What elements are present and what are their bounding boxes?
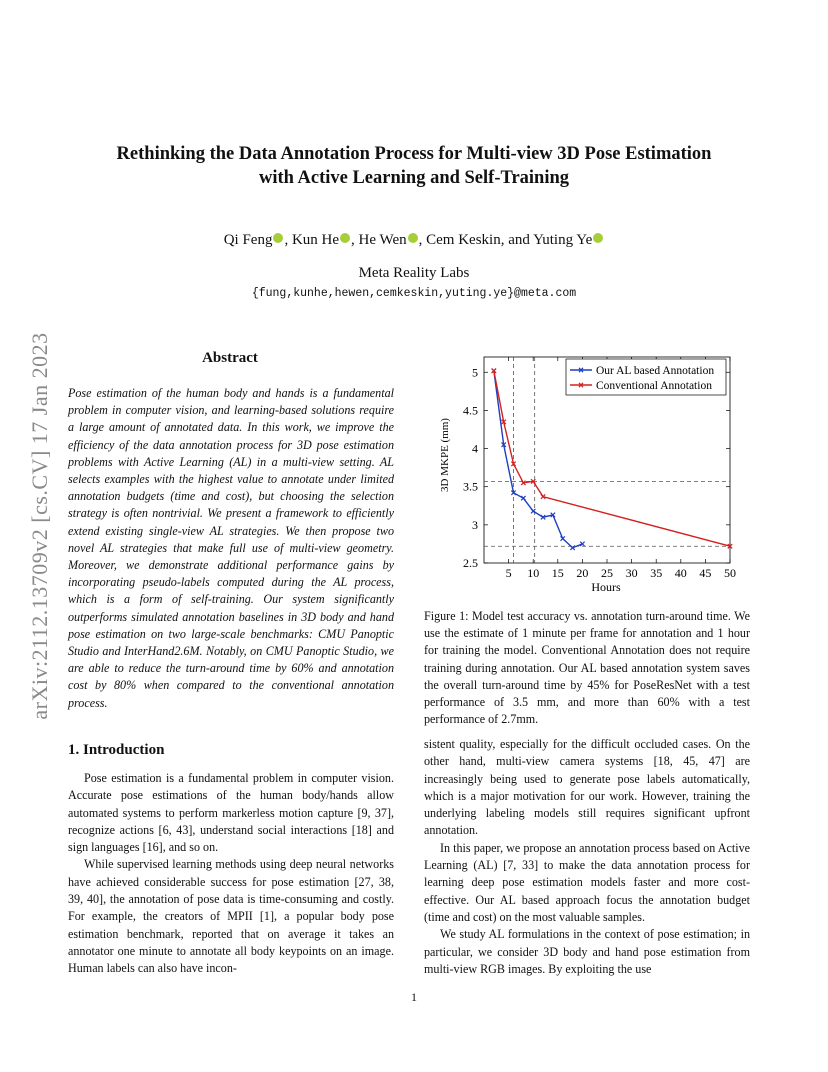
x-tick-label: 15 bbox=[551, 566, 564, 580]
page-number: 1 bbox=[411, 990, 417, 1004]
x-tick-label: 10 bbox=[527, 566, 540, 580]
orcid-icon[interactable] bbox=[593, 233, 603, 243]
x-tick-label: 40 bbox=[674, 566, 687, 580]
author-name: Yuting Ye bbox=[533, 232, 593, 248]
y-axis-label: 3D MKPE (mm) bbox=[439, 418, 451, 492]
title-line-1: Rethinking the Data Annotation Process for Multi-view 3D Pose Estimation bbox=[116, 144, 712, 164]
paragraph: In this paper, we propose an annotation process based on Active Learning (AL) [7, 33] to make the data annotation process for learning deep pose estimation models faster and more cost-effective. Our AL based approach focus the annotation budget (time and cost) on the most valuable samples. bbox=[424, 840, 750, 924]
y-tick-label: 4 bbox=[472, 441, 478, 456]
author-list: Qi Feng , Kun He , He Wen , Cem Keskin, and Yuting Ye bbox=[80, 232, 748, 249]
chart-series-group bbox=[492, 369, 733, 550]
x-axis-label: Hours bbox=[591, 580, 621, 594]
introduction-body bbox=[68, 770, 394, 978]
paragraph: sistent quality, especially for the difficult occluded cases. On the other hand, multi-view camera systems [18, 45, 47] are increasingly being used to generate pose labels automatically, which is a major motivation for our work. However, training the underlying labeling models still requires significant upfront annotation. bbox=[424, 737, 750, 838]
author-name: Qi Feng bbox=[223, 232, 273, 248]
paragraph: Pose estimation is a fundamental problem in computer vision. Accurate pose estimations of the human body/hands allow automated systems to perform markerless motion capture [9, 37], recognize actions [6, 43], understand social interactions [18] and sign languages [16], and so on. bbox=[68, 771, 394, 855]
author-name: Cem Keskin bbox=[426, 232, 501, 248]
x-tick-label: 5 bbox=[505, 566, 512, 580]
series-line-2 bbox=[494, 371, 730, 546]
figure-1-caption: Figure 1: Model test accuracy vs. annotation turn-around time. We use the estimate of 1 minute per frame for annotation and 1 hour for training the model. Conventional Annotation does not require training during annotation. Our AL based annotation system saves the overall turn-around time by 45% for PoseResNet with a test performance of 3.5 mm, and more than 60% with a test performance of 2.7mm. bbox=[424, 609, 750, 727]
figure-1-chart bbox=[424, 345, 750, 605]
x-tick-label: 25 bbox=[601, 566, 613, 580]
chart-tick-labels bbox=[463, 365, 736, 580]
section-heading-introduction: 1. Introduction bbox=[68, 742, 165, 758]
paper-title bbox=[80, 142, 748, 190]
series-point-1 bbox=[521, 496, 525, 500]
y-tick-label: 4.5 bbox=[463, 403, 478, 418]
orcid-icon[interactable] bbox=[340, 233, 350, 243]
author-emails: {fung,kunhe,hewen,cemkeskin,yuting.ye}@meta.com bbox=[251, 287, 577, 300]
chart-legend bbox=[566, 359, 726, 395]
orcid-icon[interactable] bbox=[273, 233, 283, 243]
x-tick-label: 35 bbox=[650, 566, 663, 580]
author-name: He Wen bbox=[358, 232, 407, 248]
paragraph: We study AL formulations in the context of pose estimation; in particular, we consider 3D body and hand pose estimation from multi-view RGB images. By exploiting the use bbox=[424, 927, 750, 976]
right-column-body bbox=[424, 736, 750, 978]
legend-label: Our AL based Annotation bbox=[596, 365, 715, 377]
abstract-heading: Abstract bbox=[202, 350, 258, 366]
y-tick-label: 5 bbox=[472, 365, 478, 380]
y-tick-label: 2.5 bbox=[463, 556, 478, 570]
affiliation: Meta Reality Labs bbox=[358, 265, 470, 281]
y-tick-label: 3.5 bbox=[463, 479, 478, 494]
title-line-2: with Active Learning and Self-Training bbox=[258, 168, 570, 188]
x-tick-label: 50 bbox=[724, 566, 736, 580]
x-tick-label: 30 bbox=[625, 566, 638, 580]
series-line-1 bbox=[494, 371, 583, 548]
paragraph: While supervised learning methods using deep neural networks have achieved considerable success for pose estimation [27, 38, 39, 40], the annotation of pose data is time-consuming and costly. For example, the creators of MPII [1], a popular body pose estimation benchmark, reported that on average it takes an annotator one minute to annotate all body keypoints on an image. Human labels can also have incon- bbox=[68, 857, 394, 976]
legend-label: Conventional Annotation bbox=[596, 380, 712, 392]
y-tick-label: 3 bbox=[472, 517, 478, 532]
abstract-text: Pose estimation of the human body and hands is a fundamental problem in computer vision, and learning-based solutions require a large amount of annotated data. In this work, we improve the efficiency of the data annotation process for 3D pose estimation problems with Active Learning (AL) in a multi-view setting. AL selects examples with the highest value to annotate under limited annotation budgets (time and cost), but choosing the selection strategy is often nontrivial. We present a framework to efficiently extend existing single-view AL strategies. We then propose two novel AL strategies that make full use of multi-view geometry. Moreover, we demonstrate additional performance gains by incorporating pseudo-labels computed during the AL process, which is a form of self-training. Our system significantly outperforms simulated annotation baselines in 3D body and hand pose estimation on two large-scale benchmarks: CMU Panoptic Studio and InterHand2.6M. Notably, on CMU Panoptic Studio, we are able to reduce the turn-around time by 60% and annotation cost by 80% when compared to the conventional annotation process. bbox=[68, 386, 394, 710]
x-tick-label: 20 bbox=[576, 566, 589, 580]
x-tick-label: 45 bbox=[699, 566, 712, 580]
arxiv-stamp: arXiv:2112.13709v2 [cs.CV] 17 Jan 2023 bbox=[27, 332, 52, 720]
orcid-icon[interactable] bbox=[408, 233, 418, 243]
author-name: Kun He bbox=[291, 232, 340, 248]
